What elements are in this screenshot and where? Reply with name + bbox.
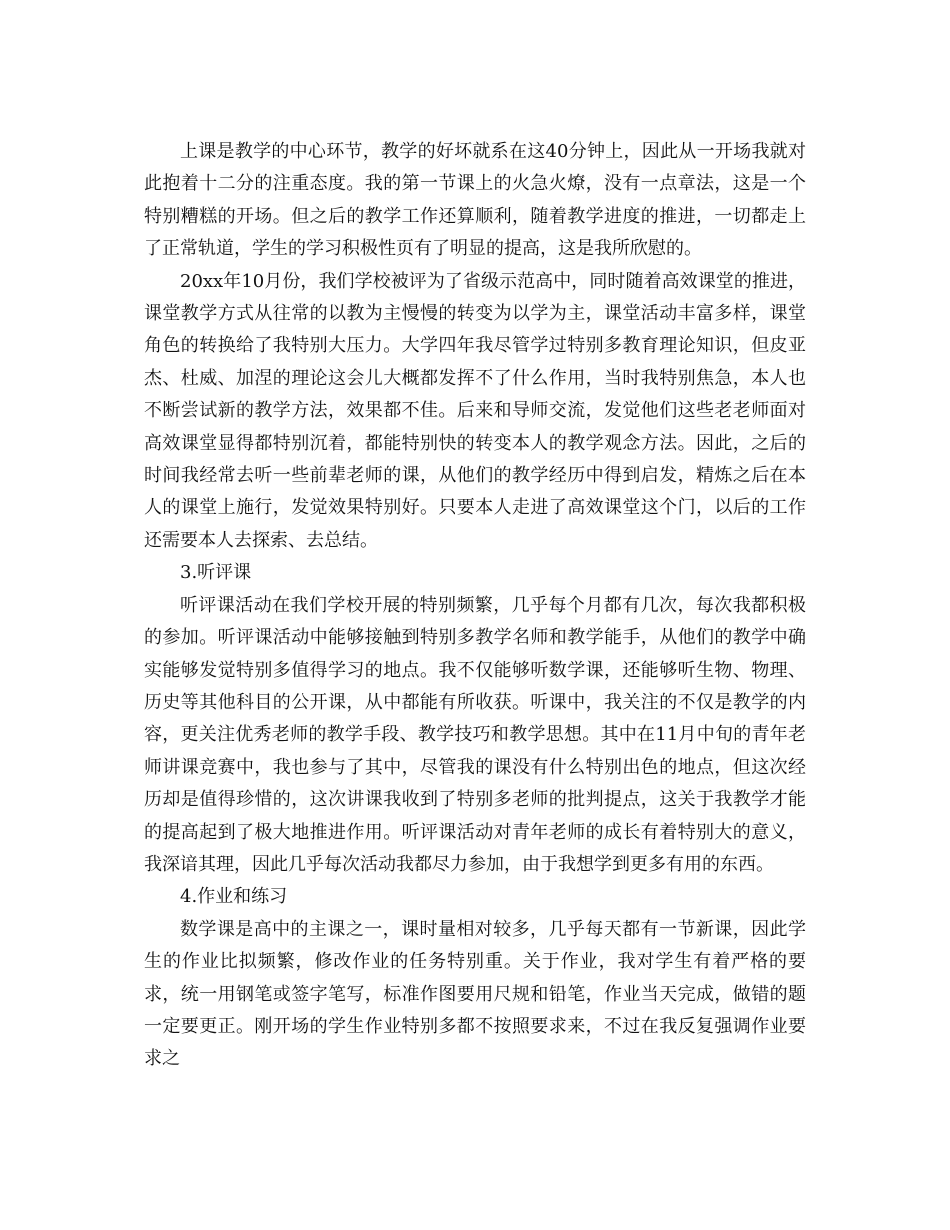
section-heading-homework: 4.作业和练习: [180, 886, 288, 908]
paragraph-lesson-observation: 听评课活动在我们学校开展的特别频繁，几乎每个月都有几次，每次我都积极的参加。听评课活动中能够接触到特别多教学名师和教学能手，从他们的教学中确实能够发觉特别多值得学习的地点。我不仅能够听数学课，还能够听生物、物理、历史等其他科目的公开课，从中都能有所收获。听课中，我关注的不仅是教学的内容，更关注优秀老师的教学手段、教学技巧和教学思想。其中在11月中旬的青年老师讲课竞赛中，我也参与了其中，尽管我的课没有什么特别出色的地点，但这次经历却是值得珍惜的，这次讲课我收到了特别多老师的批判提点，这关于我教学才能的提高起到了极大地推进作用。听评课活动对青年老师的成长有着特别大的意义，我深谙其理，因此几乎每次活动我都尽力参加，由于我想学到更多有用的东西。: [144, 594, 806, 875]
section-heading-lesson-observation: 3.听评课: [180, 562, 252, 584]
paragraph-homework: 数学课是高中的主课之一，课时量相对较多，几乎每天都有一节新课，因此学生的作业比拟频繁，修改作业的任务特别重。关于作业，我对学生有着严格的要求，统一用钢笔或签字笔写，标准作图要用尺规和铅笔，作业当天完成，做错的题一定要更正。刚开场的学生作业特别多都不按照要求来，不过在我反复强调作业要求之: [144, 918, 806, 1070]
document-body: [144, 136, 806, 1076]
paragraph-classroom-teaching: 上课是教学的中心环节，教学的好坏就系在这40分钟上，因此从一开场我就对此抱着十二分的注重态度。我的第一节课上的火急火燎，没有一点章法，这是一个特别糟糕的开场。但之后的教学工作还算顺利，随着教学进度的推进，一切都走上了正常轨道，学生的学习积极性页有了明显的提高，这是我所欣慰的。: [144, 141, 806, 260]
paragraph-efficient-classroom: 20xx年10月份，我们学校被评为了省级示范高中，同时随着高效课堂的推进，课堂教学方式从往常的以教为主慢慢的转变为以学为主，课堂活动丰富多样，课堂角色的转换给了我特别大压力。大学四年我尽管学过特别多教育理论知识，但皮亚杰、杜威、加涅的理论这会儿大概都发挥不了什么作用，当时我特别焦急，本人也不断尝试新的教学方法，效果都不佳。后来和导师交流，发觉他们这些老老师面对高效课堂显得都特别沉着，都能特别快的转变本人的教学观念方法。因此，之后的时间我经常去听一些前辈老师的课，从他们的教学经历中得到启发，精炼之后在本人的课堂上施行，发觉效果特别好。只要本人走进了高效课堂这个门，以后的工作还需要本人去探索、去总结。: [144, 270, 806, 551]
